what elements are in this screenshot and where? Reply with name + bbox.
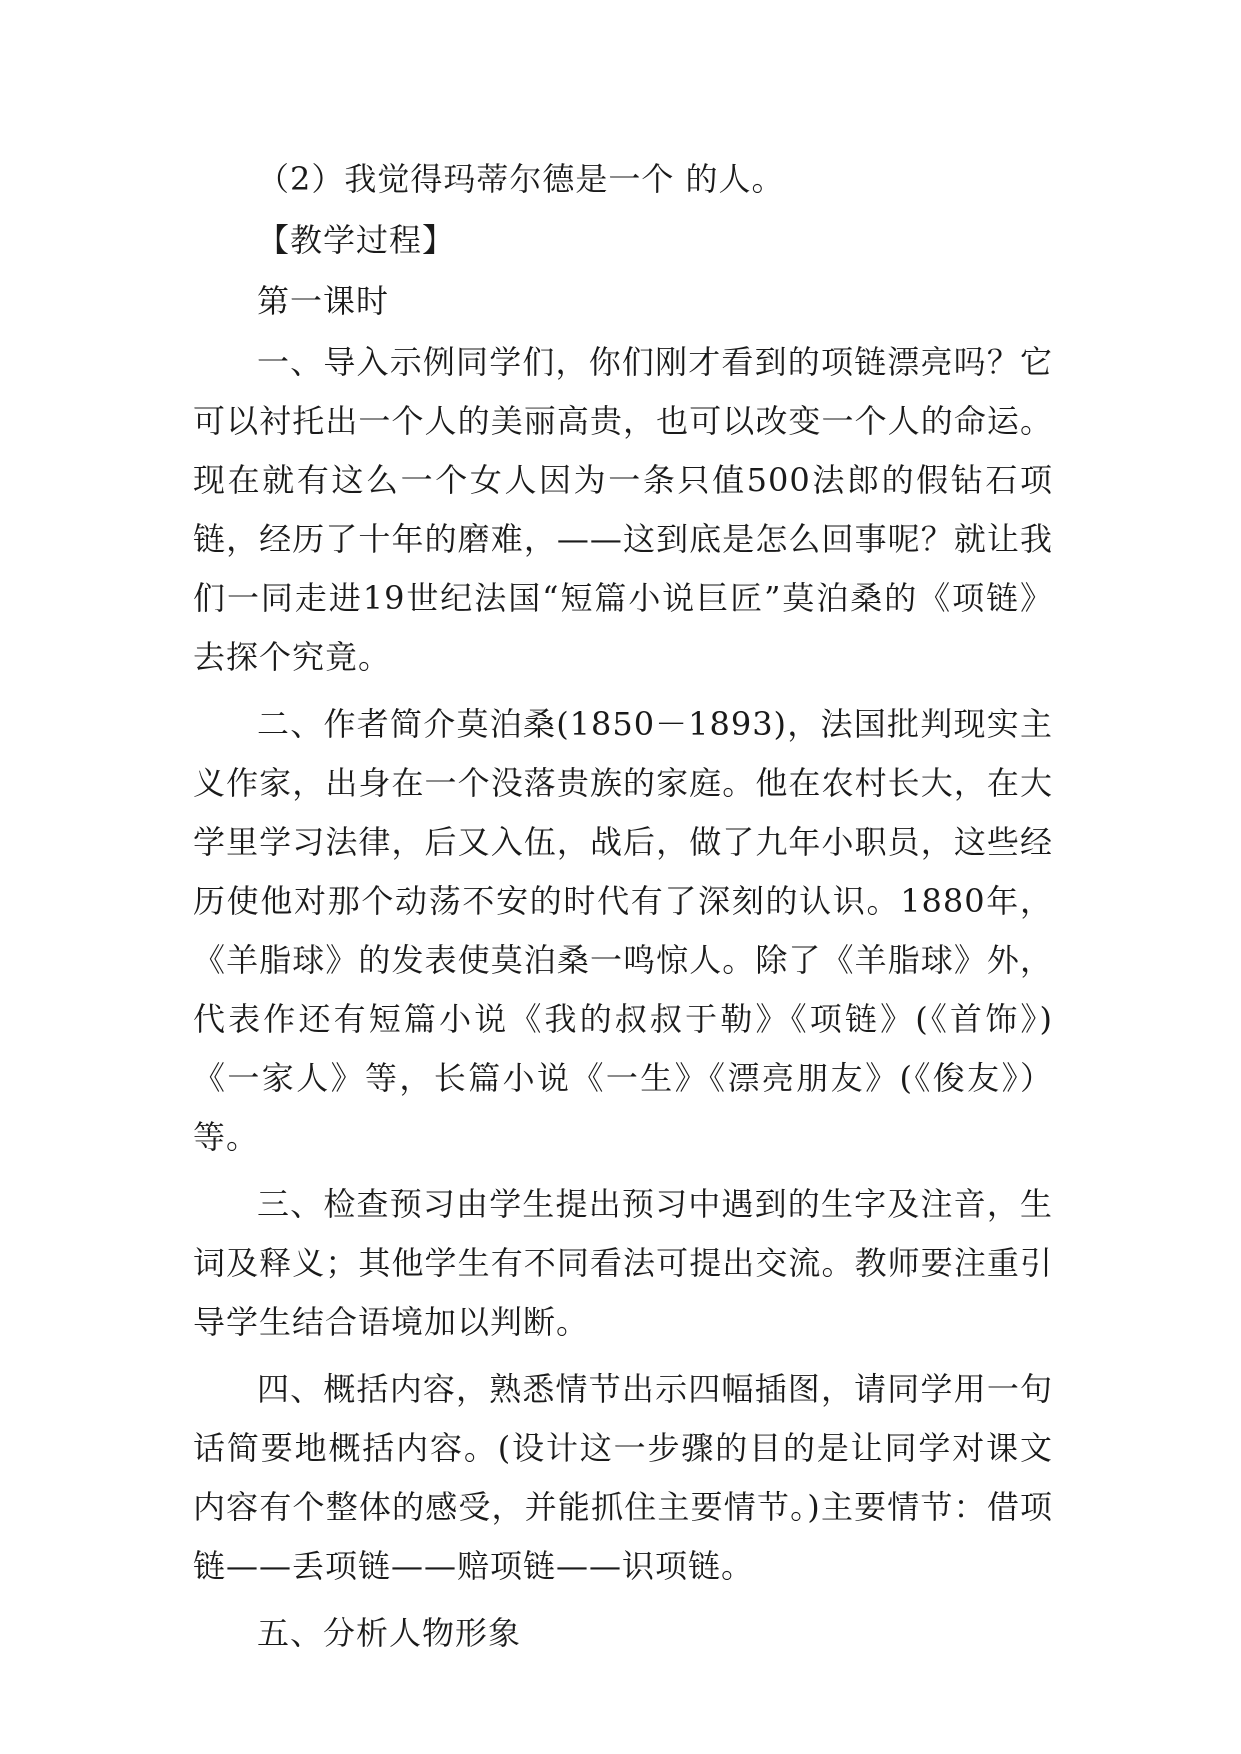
lesson-heading: 第一课时 <box>257 282 390 320</box>
section-heading-teaching-process: 【教学过程】 <box>257 221 456 259</box>
paragraph-preview-check: 三、检查预习由学生提出预习中遇到的生字及注音，生词及释义；其他学生有不同看法可提出交流。教师要注重引导学生结合语境加以判断。 <box>193 1185 1053 1341</box>
paragraph-summary: 四、概括内容，熟悉情节出示四幅插图，请同学用一句话简要地概括内容。(设计这一步骤的目的是让同学对课文内容有个整体的感受，并能抓住主要情节。)主要情节：借项链——丢项链——赔项链——识项链。 <box>193 1370 1053 1585</box>
paragraph-character-analysis: 五、分析人物形象 <box>257 1614 522 1652</box>
paragraph-fill-in: （2）我觉得玛蒂尔德是一个 的人。 <box>257 160 785 198</box>
document-body <box>193 150 1053 1663</box>
paragraph-introduction: 一、导入示例同学们，你们刚才看到的项链漂亮吗？它可以衬托出一个人的美丽高贵，也可以改变一个人的命运。现在就有这么一个女人因为一条只值500法郎的假钻石项链，经历了十年的磨难，——这到底是怎么回事呢？就让我们一同走进19世纪法国“短篇小说巨匠”莫泊桑的《项链》去探个究竟。 <box>193 343 1053 676</box>
paragraph-author-intro: 二、作者简介莫泊桑(1850－1893)，法国批判现实主义作家，出身在一个没落贵族的家庭。他在农村长大，在大学里学习法律，后又入伍，战后，做了九年小职员，这些经历使他对那个动荡不安的时代有了深刻的认识。1880年，《羊脂球》的发表使莫泊桑一鸣惊人。除了《羊脂球》外，代表作还有短篇小说《我的叔叔于勒》《项链》(《首饰》)《一家人》等，长篇小说《一生》《漂亮朋友》(《俊友》）等。 <box>193 705 1053 1156</box>
